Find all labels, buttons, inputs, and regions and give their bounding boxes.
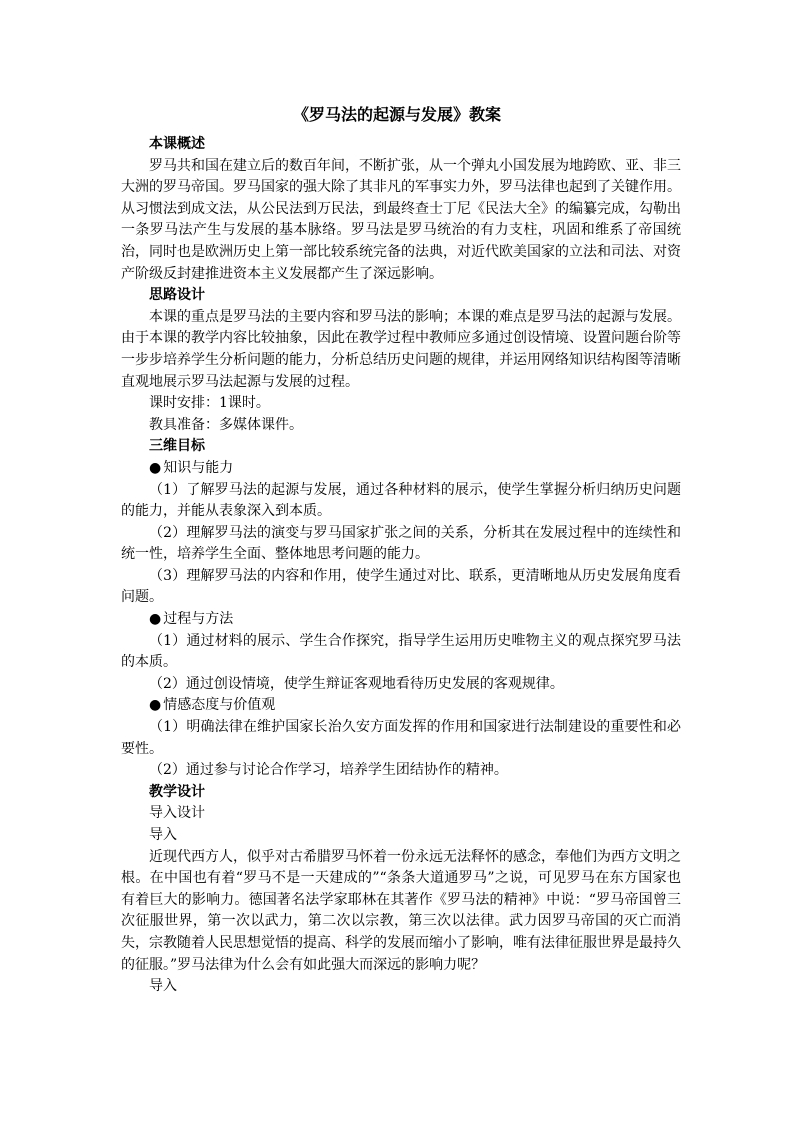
goal-item: （1）通过材料的展示、学生合作探究，指导学生运用历史唯物主义的观点探究罗马法的本质。 [121,632,681,671]
schedule-line: 课时安排：1课时。 [149,395,270,412]
goal-subheading-label: 过程与方法 [163,611,234,628]
section-heading-design: 思路设计 [149,287,205,304]
goal-item: （1）明确法律在维护国家长治久安方面发挥的作用和国家进行法制建设的重要性和必要性。 [121,719,681,757]
goal-item: （2）通过创设情境，使学生辩证客观地看待历史发展的客观规律。 [149,675,564,692]
goal-subheading-label: 知识与能力 [163,459,234,476]
bullet-icon: ● [149,611,162,628]
goal-subheading-process [121,609,681,631]
intro-label-2: 导入 [149,978,177,995]
intro-design-label: 导入设计 [149,805,205,822]
goal-item: （3）理解罗马法的内容和作用，使学生通过对比、联系，更清晰地从历史发展角度看问题。 [121,567,681,606]
bullet-icon: ● [149,459,162,476]
goal-item: （2）通过参与讨论合作学习，培养学生团结协作的精神。 [149,762,508,779]
section-heading-overview: 本课概述 [149,136,205,152]
goal-subheading-values [121,695,681,717]
goal-item: （1）了解罗马法的起源与发展，通过各种材料的展示，使学生掌握分析归纳历史问题的能力，并能从表象深入到本质。 [121,481,681,520]
design-paragraph: 本课的重点是罗马法的主要内容和罗马法的影响；本课的难点是罗马法的起源与发展。由于本课的教学内容比较抽象，因此在教学过程中教师应多通过创设情境、设置问题台阶等一步步培养学生分析问题的能力，分析总结历史问题的规律，并运用网络知识结构图等清晰直观地展示罗马法起源与发展的过程。 [121,308,681,390]
document-title: 《罗马法的起源与发展》教案 [292,105,501,124]
goal-subheading-knowledge [121,458,681,480]
goal-subheading-label: 情感态度与价值观 [163,697,276,714]
goal-item: （2）理解罗马法的演变与罗马国家扩张之间的关系，分析其在发展过程中的连续性和统一性，培养学生全面、整体地思考问题的能力。 [121,524,681,563]
section-heading-goals: 三维目标 [149,438,205,455]
intro-paragraph: 近现代西方人，似乎对古希腊罗马怀着一份永远无法释怀的感念，奉他们为西方文明之根。在中国也有着“罗马不是一天建成的”“条条大道通罗马”之说，可见罗马在东方国家也有着巨大的影响力。德国著名法学家耶林在其著作《罗马法的精神》中说：“罗马帝国曾三次征服世界，第一次以武力，第二次以宗教，第三次以法律。武力因罗马帝国的灭亡而消失，宗教随着人民思想觉悟的提高、科学的发展而缩小了影响，唯有法律征服世界是最持久的征服。”罗马法律为什么会有如此强大而深远的影响力呢？ [121,848,681,973]
document-body [121,134,681,998]
overview-paragraph: 罗马共和国在建立后的数百年间，不断扩张，从一个弹丸小国发展为地跨欧、亚、非三大洲的罗马帝国。罗马国家的强大除了其非凡的军事实力外，罗马法律也起到了关键作用。从习惯法到成文法，从公民法到万民法，到最终查士丁尼《民法大全》的编纂完成，勾勒出一条罗马法产生与发展的基本脉络。罗马法是罗马统治的有力支柱，巩固和维系了帝国统治，同时也是欧洲历史上第一部比较系统完备的法典，对近代欧美国家的立法和司法、对资产阶级反封建推进资本主义发展都产生了深远影响。 [121,157,681,282]
section-heading-teaching: 教学设计 [149,783,205,800]
tools-line: 教具准备：多媒体课件。 [149,416,303,433]
intro-label: 导入 [149,827,177,843]
bullet-icon: ● [149,697,162,714]
